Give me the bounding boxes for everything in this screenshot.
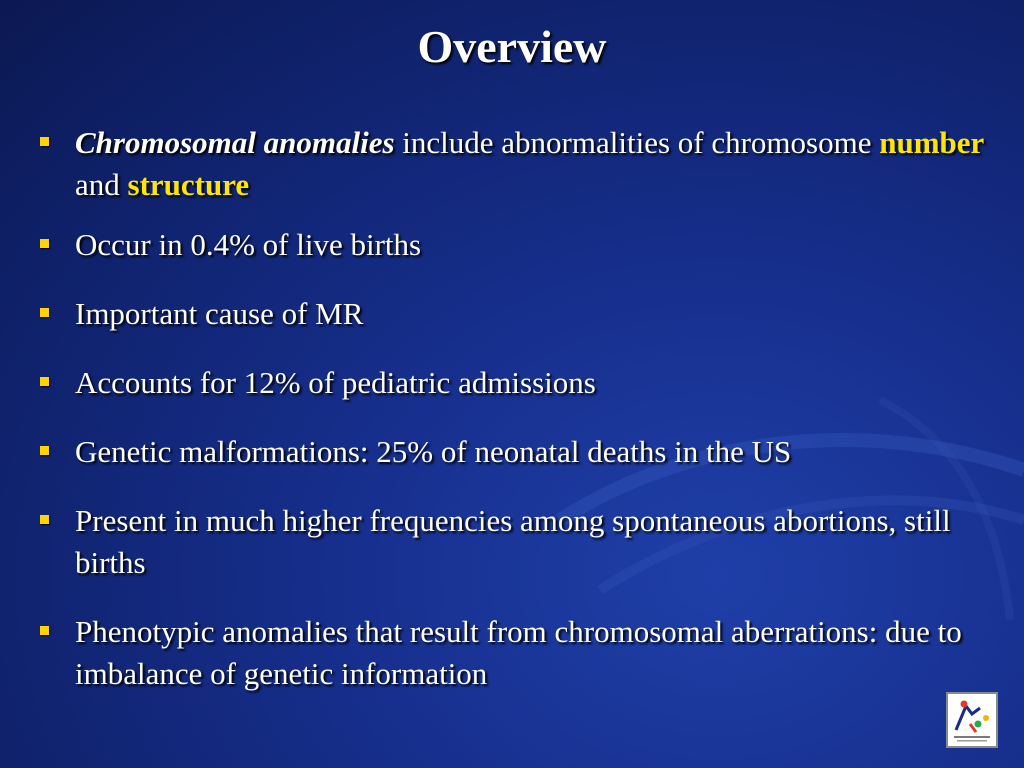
highlight-number: number [879, 125, 985, 160]
bullet-square-icon [40, 239, 49, 248]
bullet-text: Genetic malformations: 25% of neonatal deaths in the US [75, 434, 792, 469]
highlight-structure: structure [127, 167, 250, 202]
bullet-text: include abnormalities of chromosome [394, 125, 880, 160]
bullet-item [36, 431, 996, 473]
bullet-square-icon [40, 515, 49, 524]
bullet-text: Important cause of MR [75, 296, 364, 331]
bullet-text: Present in much higher frequencies among spontaneous abortions, still births [75, 503, 951, 580]
bullet-item [36, 224, 996, 266]
bullet-item [36, 500, 996, 584]
bullet-emphasis: Chromosomal anomalies [75, 125, 395, 160]
bullet-item [36, 293, 996, 335]
bullet-text: and [75, 167, 128, 202]
slide-title: Overview [417, 21, 607, 72]
bullet-item [36, 362, 996, 404]
bullet-item [36, 122, 996, 206]
bullet-square-icon [40, 626, 49, 635]
bullet-text: Phenotypic anomalies that result from chromosomal aberrations: due to imbalance of genetic information [75, 614, 962, 691]
bullet-text: Accounts for 12% of pediatric admissions [75, 365, 596, 400]
bullet-text: Occur in 0.4% of live births [75, 227, 422, 262]
bullet-square-icon [40, 446, 49, 455]
bullet-item [36, 611, 996, 695]
bullet-square-icon [40, 377, 49, 386]
bullet-square-icon [40, 308, 49, 317]
bullet-square-icon [40, 137, 49, 146]
bullet-list [36, 122, 996, 722]
university-logo-icon [946, 692, 998, 748]
